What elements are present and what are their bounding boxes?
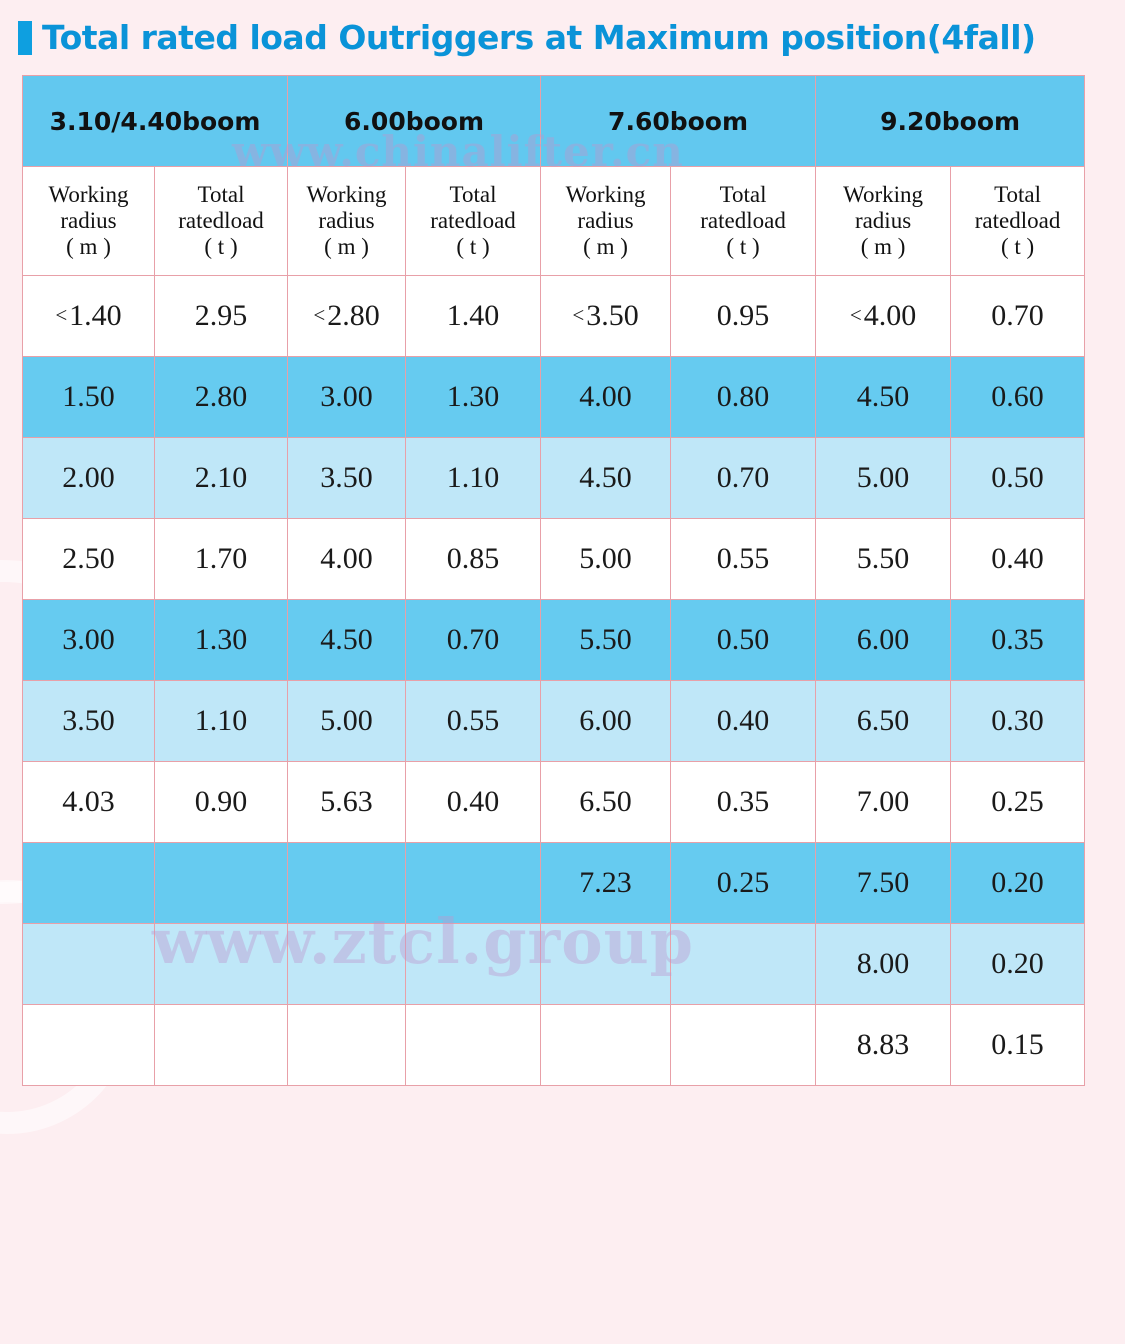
cell: 5.00 [541,519,671,600]
header-line: ( t ) [456,233,490,259]
cell: 0.50 [951,438,1085,519]
cell: 5.50 [541,600,671,681]
cell: 5.00 [816,438,951,519]
cell: 0.55 [406,681,541,762]
cell: <3.50 [541,276,671,357]
column-header-cell [816,167,951,276]
cell: 1.10 [155,681,288,762]
header-line: radius [318,208,375,234]
cell [288,1005,406,1086]
column-header-cell [288,167,406,276]
load-table-container [22,75,1103,1086]
cell [23,1005,155,1086]
cell: 0.15 [951,1005,1085,1086]
cell: 0.70 [951,276,1085,357]
table-row [23,600,1085,681]
cell: 3.50 [23,681,155,762]
cell: 7.50 [816,843,951,924]
cell: 0.60 [951,357,1085,438]
column-header-cell [23,167,155,276]
cell: <2.80 [288,276,406,357]
page-title-bar [0,0,1125,67]
cell: 0.40 [951,519,1085,600]
cell: <4.00 [816,276,951,357]
header-line: radius [854,208,912,234]
watermark-bottom: www.ztcl.group [152,905,694,978]
table-row [23,519,1085,600]
cell: 1.70 [155,519,288,600]
header-line: ( m ) [324,233,369,259]
cell [155,843,288,924]
cell: 0.35 [671,762,816,843]
boom-header-cell: 9.20boom [816,76,1085,167]
table-row [23,924,1085,1005]
cell: 0.85 [406,519,541,600]
header-line: Total [994,182,1042,208]
boom-header-cell: 7.60boom [541,76,816,167]
cell [23,843,155,924]
cell: 0.90 [155,762,288,843]
cell [406,1005,541,1086]
cell: 0.20 [951,843,1085,924]
header-line: ( t ) [726,233,760,259]
cell: 0.20 [951,924,1085,1005]
header-line: Working [565,182,646,208]
cell: 7.23 [541,843,671,924]
cell: 1.50 [23,357,155,438]
cell: 4.50 [288,600,406,681]
cell [406,924,541,1005]
cell: 4.50 [541,438,671,519]
cell [671,924,816,1005]
header-line: ( t ) [1000,233,1035,259]
cell: 6.00 [541,681,671,762]
cell: 3.50 [288,438,406,519]
cell: 1.30 [155,600,288,681]
cell: 3.00 [288,357,406,438]
cell: 0.55 [671,519,816,600]
table-row [23,843,1085,924]
header-line: radius [60,208,117,234]
cell: 4.03 [23,762,155,843]
header-line: ratedload [178,208,264,234]
cell: 0.30 [951,681,1085,762]
column-header-cell [541,167,671,276]
cell: 2.95 [155,276,288,357]
cell: 2.80 [155,357,288,438]
cell: 1.30 [406,357,541,438]
column-header-cell [155,167,288,276]
header-line: ratedload [430,208,516,234]
header-line: Total [449,182,497,208]
cell: 0.25 [951,762,1085,843]
header-line: ratedload [974,208,1061,234]
cell [155,1005,288,1086]
header-line: ( m ) [860,233,906,259]
cell: 5.50 [816,519,951,600]
cell: 2.50 [23,519,155,600]
cell: 6.50 [541,762,671,843]
header-line: Working [843,182,923,208]
cell [406,843,541,924]
table-row [23,438,1085,519]
cell: 0.70 [671,438,816,519]
header-line: ( m ) [66,233,111,259]
cell: <1.40 [23,276,155,357]
header-line: ratedload [700,208,786,234]
cell [23,924,155,1005]
table-row [23,357,1085,438]
header-line: Working [306,182,387,208]
cell: 2.10 [155,438,288,519]
header-line: Working [48,182,129,208]
cell: 0.95 [671,276,816,357]
cell: 0.40 [406,762,541,843]
cell [288,843,406,924]
cell: 0.40 [671,681,816,762]
column-header-cell [951,167,1085,276]
cell [671,1005,816,1086]
cell: 4.50 [816,357,951,438]
column-header-row [23,167,1085,276]
cell: 4.00 [541,357,671,438]
cell: 6.50 [816,681,951,762]
cell [541,1005,671,1086]
boom-header-cell: 6.00boom [288,76,541,167]
header-line: ( t ) [204,233,238,259]
cell: 1.10 [406,438,541,519]
header-line: Total [197,182,245,208]
rated-load-table [22,75,1085,1086]
cell: 6.00 [816,600,951,681]
header-line: ( m ) [583,233,628,259]
cell: 7.00 [816,762,951,843]
cell: 5.63 [288,762,406,843]
table-row [23,1005,1085,1086]
cell: 3.00 [23,600,155,681]
cell: 0.35 [951,600,1085,681]
header-line: radius [577,208,634,234]
cell: 2.00 [23,438,155,519]
watermark-top: www.chinalifter.cn [232,127,684,176]
column-header-cell [406,167,541,276]
cell: 0.70 [406,600,541,681]
page-title: Total rated load Outriggers at Maximum position(4fall) [42,18,1036,57]
header-line: Total [719,182,767,208]
cell: 8.00 [816,924,951,1005]
cell: 4.00 [288,519,406,600]
cell [155,924,288,1005]
cell: 0.80 [671,357,816,438]
cell [288,924,406,1005]
table-row [23,681,1085,762]
table-row [23,762,1085,843]
cell: 8.83 [816,1005,951,1086]
cell: 0.50 [671,600,816,681]
boom-header-row [23,76,1085,167]
column-header-cell [671,167,816,276]
boom-header-cell: 3.10/4.40boom [23,76,288,167]
cell [541,924,671,1005]
cell: 1.40 [406,276,541,357]
title-marker-icon [18,21,32,55]
table-row [23,276,1085,357]
cell: 0.25 [671,843,816,924]
cell: 5.00 [288,681,406,762]
